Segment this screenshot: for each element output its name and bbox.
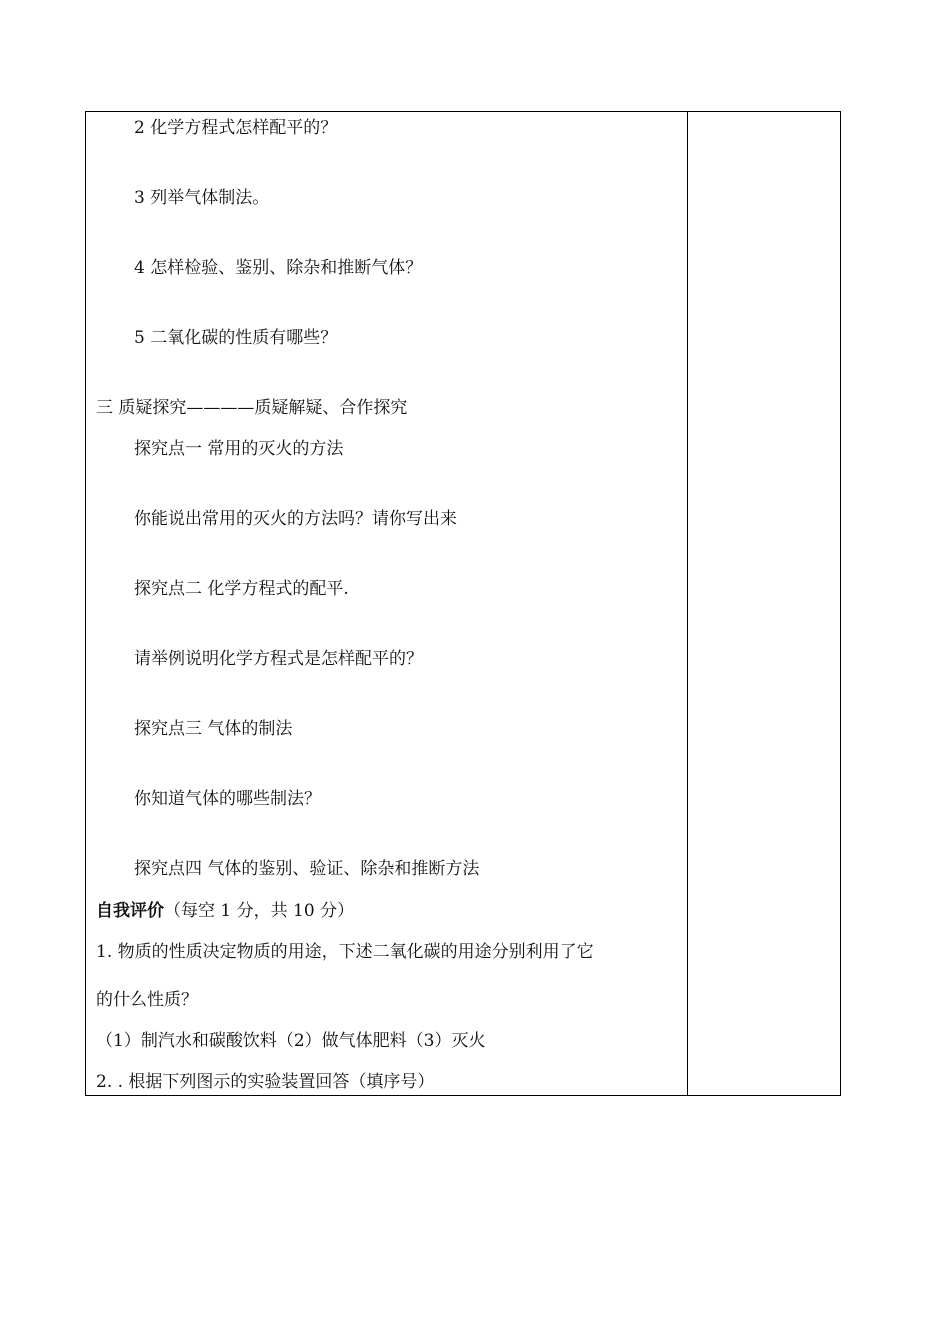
notes-cell — [688, 112, 840, 1095]
exercise-1-line-1: 1. 物质的性质决定物质的用途，下述二氧化碳的用途分别利用了它 — [96, 942, 594, 962]
question-3: 3 列举气体制法。 — [134, 188, 270, 208]
self-evaluation-heading — [96, 900, 354, 922]
self-evaluation-scoring: （每空 1 分，共 10 分） — [164, 901, 355, 921]
exercise-2-prompt: 2. . 根据下列图示的实验装置回答（填序号） — [96, 1072, 435, 1092]
explore-point-4: 探究点四 气体的鉴别、验证、除杂和推断方法 — [134, 859, 480, 879]
exercise-1-line-2: 的什么性质？ — [96, 990, 198, 1010]
exercise-1-options: （1）制汽水和碳酸饮料（2）做气体肥料（3）灭火 — [96, 1031, 486, 1051]
self-evaluation-title: 自我评价 — [96, 901, 164, 921]
question-2: 2 化学方程式怎样配平的？ — [134, 118, 338, 138]
question-5: 5 二氧化碳的性质有哪些？ — [134, 328, 338, 348]
explore-point-1: 探究点一 常用的灭火的方法 — [134, 439, 344, 459]
explore-point-2: 探究点二 化学方程式的配平. — [134, 579, 349, 599]
question-4: 4 怎样检验、鉴别、除杂和推断气体？ — [134, 258, 423, 278]
explore-prompt-2: 请举例说明化学方程式是怎样配平的？ — [134, 649, 423, 669]
explore-prompt-1: 你能说出常用的灭火的方法吗？请你写出来 — [134, 509, 457, 529]
section-heading-3: 三 质疑探究————质疑解疑、合作探究 — [96, 398, 408, 418]
explore-prompt-3: 你知道气体的哪些制法？ — [134, 789, 321, 809]
content-table — [85, 111, 841, 1096]
explore-point-3: 探究点三 气体的制法 — [134, 719, 293, 739]
